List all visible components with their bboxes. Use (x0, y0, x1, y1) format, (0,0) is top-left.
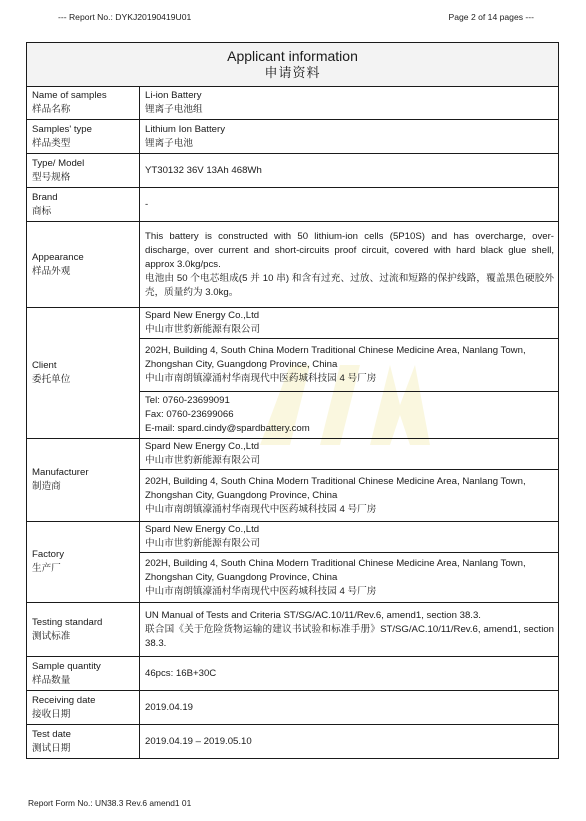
label-en: Test date (32, 728, 71, 740)
client-fax: Fax: 0760-23699066 (145, 409, 234, 420)
label-cell (27, 87, 140, 120)
label-zh: 商标 (32, 205, 52, 217)
label-zh: 样品名称 (32, 104, 71, 115)
label-en: Sample quantity (32, 660, 101, 672)
row-receiving-date (27, 691, 559, 725)
value-en: Li-ion Battery (145, 90, 202, 101)
client-tel: Tel: 0760-23699091 (145, 395, 230, 406)
value-cell: 46pcs: 16B+30C (140, 657, 559, 691)
row-client (27, 308, 559, 339)
row-manufacturer (27, 439, 559, 470)
value-cell: YT30132 36V 13Ah 468Wh (140, 154, 559, 188)
label-zh: 生产厂 (32, 563, 61, 574)
label-cell (27, 439, 140, 522)
table-title-zh: 申请资料 (264, 65, 321, 80)
table-title-en: Applicant information (227, 48, 358, 64)
value-cell (140, 87, 559, 120)
client-email: E-mail: spard.cindy@spardbattery.com (145, 423, 310, 434)
label-cell (27, 657, 140, 691)
row-testing-standard (27, 603, 559, 657)
label-en: Appearance (32, 251, 84, 263)
row-brand (27, 188, 559, 222)
client-contact-cell (140, 392, 559, 439)
table-title (27, 43, 559, 87)
label-cell (27, 154, 140, 188)
applicant-info-table (26, 42, 559, 759)
label-en: Samples' type (32, 123, 92, 135)
factory-address-cell (140, 553, 559, 603)
row-appearance (27, 222, 559, 308)
factory-address-en: 202H, Building 4, South China Modern Traditional Chinese Medicine Area, Nanlang Town, Zhongshan City, Guangdong Province, China (145, 557, 526, 583)
manufacturer-address-cell (140, 470, 559, 522)
label-cell (27, 522, 140, 603)
report-form-number: Report Form No.: UN38.3 Rev.6 amend1 01 (28, 798, 192, 808)
label-zh: 制造商 (32, 481, 61, 492)
value-cell: - (140, 188, 559, 222)
row-samples-type (27, 120, 559, 154)
label-cell (27, 120, 140, 154)
manufacturer-name-cell (140, 439, 559, 470)
factory-name-zh: 中山市世豹新能源有限公司 (145, 538, 261, 549)
value-cell: 2019.04.19 – 2019.05.10 (140, 725, 559, 759)
report-number: --- Report No.: DYKJ20190419U01 (58, 12, 192, 22)
factory-name-cell (140, 522, 559, 553)
row-test-date (27, 725, 559, 759)
factory-address-zh: 中山市南朗镇濠涌村华南现代中医药城科技园 4 号厂房 (145, 585, 377, 597)
row-name-of-samples (27, 87, 559, 120)
label-zh: 接收日期 (32, 708, 71, 720)
label-en: Factory (32, 549, 64, 560)
value-en: This battery is constructed with 50 lithium-ion cells (5P10S) and has overcharge, over-discharge, over current and short-circuits proof circuit, covered with hard black glue shell, approx 3.0kg/pcs. (145, 230, 554, 270)
client-name-cell (140, 308, 559, 339)
label-zh: 型号规格 (32, 171, 71, 183)
client-name-en: Spard New Energy Co.,Ltd (145, 310, 260, 321)
label-en: Receiving date (32, 694, 96, 706)
label-en: Type/ Model (32, 157, 85, 169)
row-type-model (27, 154, 559, 188)
value-en: Lithium Ion Battery (145, 123, 225, 135)
label-cell (27, 603, 140, 657)
value-zh: 锂离子电池组 (145, 104, 203, 115)
client-address-cell (140, 339, 559, 392)
label-zh: 测试日期 (32, 742, 71, 754)
manufacturer-name-en: Spard New Energy Co.,Ltd (145, 441, 260, 452)
label-en: Client (32, 360, 57, 371)
label-en: Testing standard (32, 616, 103, 628)
label-zh: 样品外观 (32, 265, 71, 277)
value-zh: 电池由 50 个电芯组成(5 并 10 串) 和含有过充、过放、过流和短路的保护线路，覆盖黑色硬胶外壳，质量约为 3.0kg。 (145, 272, 554, 298)
value-zh: 联合国《关于危险货物运输的建议书试验和标准手册》ST/SG/AC.10/11/Rev.6, amend1, section 38.3. (145, 623, 554, 649)
page-indicator: Page 2 of 14 pages --- (448, 12, 534, 22)
label-zh: 样品类型 (32, 137, 71, 149)
label-cell (27, 222, 140, 308)
value-en: UN Manual of Tests and Criteria ST/SG/AC.10/11/Rev.6, amend1, section 38.3. (145, 609, 481, 621)
row-factory (27, 522, 559, 553)
label-cell (27, 188, 140, 222)
label-en: Brand (32, 191, 58, 203)
label-zh: 样品数量 (32, 674, 71, 686)
factory-name-en: Spard New Energy Co.,Ltd (145, 524, 260, 535)
client-address-en: 202H, Building 4, South China Modern Traditional Chinese Medicine Area, Nanlang Town, Zhongshan City, Guangdong Province, China (145, 345, 526, 370)
value-zh: 锂离子电池 (145, 137, 193, 149)
label-cell (27, 691, 140, 725)
label-zh: 测试标准 (32, 630, 71, 642)
value-cell (140, 120, 559, 154)
label-en: Manufacturer (32, 467, 89, 478)
manufacturer-name-zh: 中山市世豹新能源有限公司 (145, 455, 261, 466)
client-name-zh: 中山市世豹新能源有限公司 (145, 324, 261, 335)
manufacturer-address-en: 202H, Building 4, South China Modern Traditional Chinese Medicine Area, Nanlang Town, Zhongshan City, Guangdong Province, China (145, 475, 526, 501)
value-cell (140, 222, 559, 308)
value-cell (140, 603, 559, 657)
client-address-zh: 中山市南朗镇濠涌村华南现代中医药城科技园 4 号厂房 (145, 373, 377, 384)
label-cell (27, 308, 140, 439)
label-cell (27, 725, 140, 759)
label-zh: 委托单位 (32, 374, 71, 385)
label-en: Name of samples (32, 90, 107, 101)
value-cell: 2019.04.19 (140, 691, 559, 725)
row-sample-quantity (27, 657, 559, 691)
manufacturer-address-zh: 中山市南朗镇濠涌村华南现代中医药城科技园 4 号厂房 (145, 503, 377, 515)
